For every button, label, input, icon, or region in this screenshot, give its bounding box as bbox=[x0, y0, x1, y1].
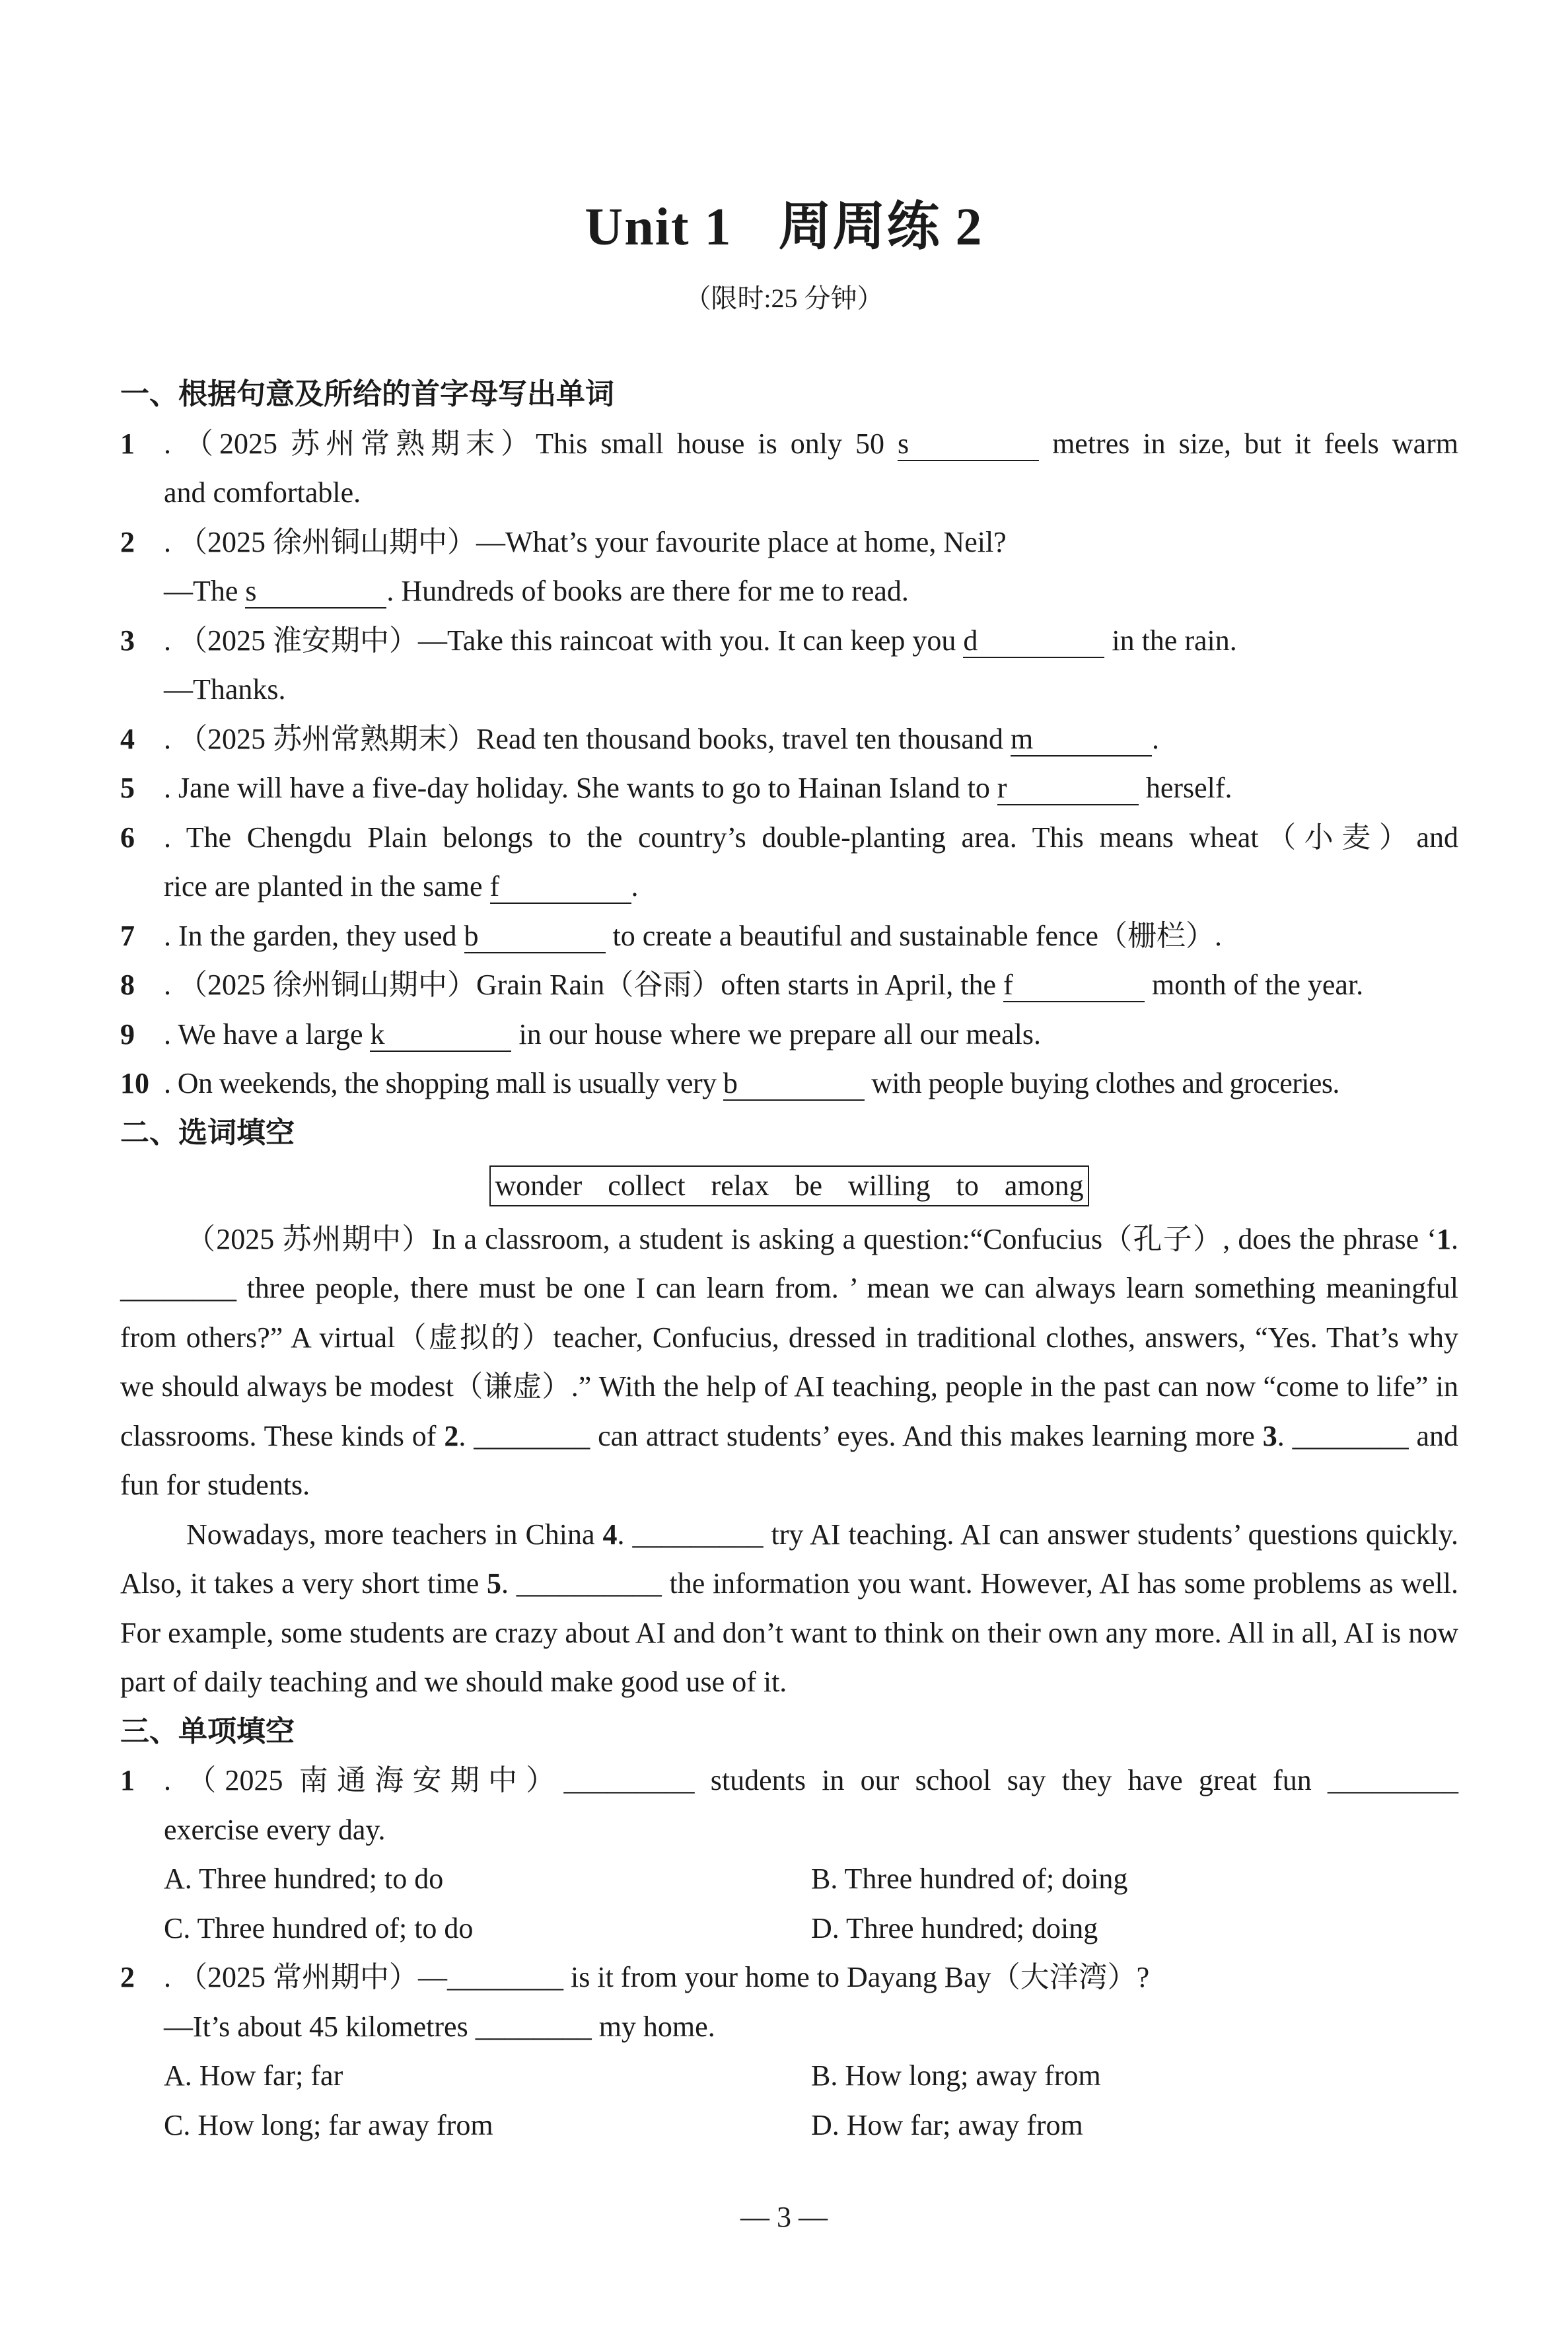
passage-text: Nowadays, more teachers in China bbox=[186, 1518, 603, 1551]
answer-blank[interactable] bbox=[370, 1019, 511, 1052]
option-c[interactable]: C. Three hundred of; to do bbox=[164, 1911, 474, 1944]
question-text: —The bbox=[164, 575, 246, 607]
question-text: in our house where we prepare all our meals. bbox=[511, 1017, 1041, 1051]
time-limit: （限时:25 分钟） bbox=[684, 283, 884, 313]
s1-question-2 bbox=[120, 518, 1458, 616]
question-text: . （2025 徐州铜山期中）Grain Rain（谷雨）often starts in April, the bbox=[164, 969, 1003, 1001]
passage-paragraph-1 bbox=[120, 1215, 1458, 1510]
question-text: . Jane will have a five-day holiday. She wants to go to Hainan Island to bbox=[164, 772, 997, 804]
blank-number: 2 bbox=[444, 1419, 459, 1452]
initial-letter: s bbox=[245, 575, 257, 607]
question-number: 6 bbox=[120, 821, 135, 854]
question-text: with people buying clothes and groceries. bbox=[864, 1067, 1339, 1099]
s3-q2-options-row1 bbox=[120, 2051, 1458, 2101]
initial-letter: k bbox=[370, 1017, 385, 1051]
question-text: metres in size, but it feels warm bbox=[1039, 427, 1458, 460]
s3-question-1 bbox=[120, 1756, 1458, 1855]
question-number: 1 bbox=[120, 1764, 135, 1796]
s1-question-5 bbox=[120, 764, 1458, 813]
question-text: . （2025 苏州常熟期末）Read ten thousand books, travel ten thousand bbox=[164, 722, 1011, 755]
initial-letter: s bbox=[898, 427, 909, 460]
s1-question-10 bbox=[120, 1059, 1458, 1109]
blank-number: 1 bbox=[1437, 1222, 1451, 1255]
question-text: . （2025 淮安期中）—Take this raincoat with you. It can keep you bbox=[164, 624, 964, 657]
question-number: 9 bbox=[120, 1017, 135, 1051]
answer-blank[interactable] bbox=[997, 772, 1139, 805]
s1-question-1 bbox=[120, 420, 1458, 518]
question-number: 4 bbox=[120, 722, 135, 755]
section2-heading: 二、选词填空 bbox=[120, 1115, 295, 1150]
option-d[interactable]: D. Three hundred; doing bbox=[811, 1911, 1098, 1944]
passage-text: . ________ three people, there must be one I can learn from. ’ mean we can always learn something meaningful from others?” A virtual（虚拟的）teacher, Confucius, dressed in traditional clothes, answers, “Yes. That’s why we should always be modest（谦虚）.” With the help of AI teaching, people in the past can now “come to life” in classrooms. These kinds of bbox=[120, 1222, 1458, 1452]
question-text: and comfortable. bbox=[164, 476, 361, 509]
s1-question-6 bbox=[120, 813, 1458, 912]
initial-letter: b bbox=[723, 1067, 738, 1099]
passage-text: . _________ try AI teaching. AI can answer students’ questions quickly. Also, it takes a very short time bbox=[120, 1518, 1458, 1600]
option-b[interactable]: B. Three hundred of; doing bbox=[811, 1863, 1128, 1895]
s1-question-3 bbox=[120, 616, 1458, 715]
question-text: in the rain. bbox=[1104, 624, 1237, 657]
question-text: . bbox=[1151, 722, 1159, 755]
initial-letter: d bbox=[963, 624, 978, 657]
s1-question-9 bbox=[120, 1010, 1458, 1060]
answer-blank[interactable] bbox=[490, 871, 631, 904]
passage-text: . __________ the information you want. However, AI has some problems as well. For example, some students are crazy about AI and don’t want to think on their own any more. All in all, AI is now part of daily teaching and we should make good use of it. bbox=[120, 1567, 1458, 1698]
option-b[interactable]: B. How long; away from bbox=[811, 2059, 1101, 2092]
question-text: exercise every day. bbox=[164, 1813, 386, 1846]
option-a[interactable]: A. How far; far bbox=[164, 2059, 343, 2092]
s1-question-4 bbox=[120, 715, 1458, 764]
initial-letter: r bbox=[997, 772, 1007, 804]
word-box-wrap bbox=[120, 1162, 1458, 1211]
blank-number: 5 bbox=[487, 1567, 502, 1600]
question-text: . （2025 苏州常熟期末）This small house is only 50 bbox=[164, 427, 898, 460]
question-text: herself. bbox=[1138, 772, 1232, 804]
question-text: . We have a large bbox=[164, 1017, 371, 1051]
question-number: 8 bbox=[120, 969, 135, 1001]
question-text: to create a beautiful and sustainable fence（栅栏）. bbox=[605, 919, 1222, 952]
word-box: wonder collect relax be willing to among bbox=[489, 1165, 1088, 1206]
option-a[interactable]: A. Three hundred; to do bbox=[164, 1863, 444, 1895]
initial-letter: f bbox=[489, 870, 500, 903]
answer-blank[interactable] bbox=[963, 625, 1104, 658]
question-number: 7 bbox=[120, 919, 135, 952]
content bbox=[120, 370, 1458, 2150]
question-text: . The Chengdu Plain belongs to the country’s double-planting area. This means wheat（小麦）and bbox=[164, 821, 1458, 854]
s3-q2-options-row2 bbox=[120, 2101, 1458, 2151]
initial-letter: b bbox=[464, 919, 479, 952]
s1-question-7 bbox=[120, 912, 1458, 961]
blank-number: 4 bbox=[602, 1518, 618, 1551]
blank-number: 3 bbox=[1262, 1419, 1277, 1452]
option-d[interactable]: D. How far; away from bbox=[811, 2108, 1083, 2141]
page-title bbox=[0, 184, 1568, 260]
question-text: rice are planted in the same bbox=[164, 870, 490, 903]
question-number: 10 bbox=[120, 1067, 149, 1099]
question-text: —Thanks. bbox=[164, 673, 286, 706]
question-text: . On weekends, the shopping mall is usually very bbox=[164, 1067, 723, 1099]
page-number: — 3 — bbox=[740, 2201, 828, 2233]
title-unit: Unit 1 bbox=[585, 198, 732, 256]
s1-question-8 bbox=[120, 961, 1458, 1010]
section1-heading: 一、根据句意及所给的首字母写出单词 bbox=[120, 377, 614, 411]
title-cn: 周周练 2 bbox=[778, 198, 983, 256]
question-text: —It’s about 45 kilometres ________ my home. bbox=[164, 2010, 715, 2043]
question-number: 3 bbox=[120, 624, 135, 657]
section3-heading: 三、单项填空 bbox=[120, 1714, 295, 1748]
s3-q1-options-row1 bbox=[120, 1855, 1458, 1904]
answer-blank[interactable] bbox=[1003, 969, 1145, 1002]
initial-letter: f bbox=[1003, 969, 1013, 1001]
question-number: 2 bbox=[120, 525, 135, 558]
question-text: . （2025 徐州铜山期中）—What’s your favourite place at home, Neil? bbox=[164, 525, 1007, 558]
passage-text: （2025 苏州期中）In a classroom, a student is asking a question:“Confucius（孔子）, does the phrase ‘ bbox=[186, 1222, 1437, 1255]
answer-blank[interactable] bbox=[1011, 723, 1152, 757]
initial-letter: m bbox=[1010, 722, 1034, 755]
question-number: 5 bbox=[120, 772, 135, 804]
passage-text: . ________ and fun for students. bbox=[120, 1419, 1458, 1501]
option-c[interactable]: C. How long; far away from bbox=[164, 2108, 493, 2141]
question-text: . （2025 南通海安期中）_________ students in our school say they have great fun _________ bbox=[164, 1764, 1458, 1796]
question-text: . In the garden, they used bbox=[164, 919, 464, 952]
question-number: 2 bbox=[120, 1961, 135, 1993]
answer-blank[interactable] bbox=[464, 920, 606, 953]
question-number: 1 bbox=[120, 427, 135, 460]
passage-paragraph-2 bbox=[120, 1510, 1458, 1707]
s3-q1-options-row2 bbox=[120, 1904, 1458, 1954]
question-text: . （2025 常州期中）—________ is it from your home to Dayang Bay（大洋湾）? bbox=[164, 1961, 1150, 1993]
question-text: . Hundreds of books are there for me to read. bbox=[386, 575, 909, 607]
passage-text: . ________ can attract students’ eyes. And this makes learning more bbox=[458, 1419, 1263, 1452]
answer-blank[interactable] bbox=[723, 1068, 865, 1101]
question-text: month of the year. bbox=[1145, 969, 1364, 1001]
answer-blank[interactable] bbox=[898, 428, 1039, 461]
s3-question-2 bbox=[120, 1953, 1458, 2051]
question-text: . bbox=[631, 870, 639, 903]
answer-blank[interactable] bbox=[245, 575, 386, 609]
